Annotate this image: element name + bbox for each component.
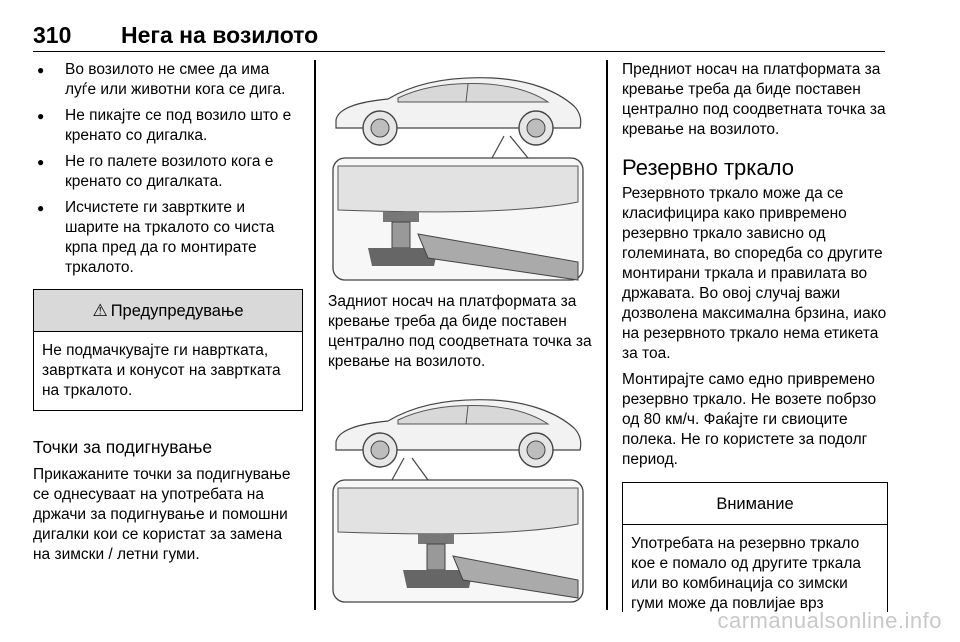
warning-text: Не подмачкувајте ги навртката, завртката и конусот на завртката на тркалото. <box>42 342 281 399</box>
bullet-item: ● Не го палете возилото кога е кренато со дигалката. <box>33 152 303 192</box>
jacking-points-text: Прикажаните точки за подигнување се однесуваат на употребата на држачи за подигнување и помошни дигалки кои се користат за замена на зимски / летни гуми. <box>33 466 291 563</box>
running-title: Нега на возилото <box>121 22 319 48</box>
bullet-item: ● Исчистете ги завртките и шарите на тркалото со чиста крпа пред да го монтирате тркалото. <box>33 198 303 278</box>
column-divider-right <box>606 60 608 610</box>
spare-wheel-paragraph-2: Монтирајте само едно привремено резервно тркало. Не возете побрзо од 80 км/ч. Фаќајте ги свиоците полека. Не го користете за подолг период. <box>622 371 877 468</box>
warning-box <box>33 289 303 411</box>
bullet-item: ● Не пикајте се под возило што е кренато со дигалка. <box>33 106 303 146</box>
notice-box <box>622 482 888 612</box>
spare-wheel-heading: Резервно тркало <box>622 155 794 180</box>
warning-box-header <box>34 290 302 332</box>
front-lift-point-illustration <box>328 384 586 606</box>
rear-lift-text: Задниот носач на платформата за кревање треба да биде поставен централно под соодветната точка за кревање на возилото. <box>328 293 592 370</box>
spare-wheel-paragraph-1: Резервното тркало може да се класифицира како привремено резервно тркало зависно од големината, во споредба со другите монтирани тркала и правилата во државата. Во овој случај важи дозволена максимална брзина, иако на резервното тркало нема етикета за тоа. <box>622 185 887 362</box>
warning-triangle-icon: ⚠ <box>92 300 108 320</box>
front-lift-text: Предниот носач на платформата за кревање треба да биде поставен централно под соодветната точка за кревање на возилото. <box>622 61 886 138</box>
watermark: carmanualsonline.info <box>717 608 942 633</box>
notice-box-header <box>623 483 887 525</box>
jacking-points-heading: Точки за подигнување <box>33 437 213 457</box>
page-number: 310 <box>33 22 72 48</box>
page-header <box>33 18 885 52</box>
safety-bullet-list <box>33 60 303 278</box>
bullet-item: ● Во возилото не смее да има луѓе или животни кога се дига. <box>33 60 303 100</box>
column-left <box>33 60 303 571</box>
notice-title: Внимание <box>716 494 794 513</box>
notice-text: Употребата на резервно тркало кое е помало од другите тркала или во комбинација со зимски гуми може да повлијае врз <box>631 535 862 612</box>
column-divider-left <box>314 60 316 610</box>
rear-lift-point-illustration <box>328 62 586 284</box>
warning-title: Предупредување <box>110 301 244 320</box>
column-middle <box>328 60 593 606</box>
column-right <box>622 60 888 612</box>
